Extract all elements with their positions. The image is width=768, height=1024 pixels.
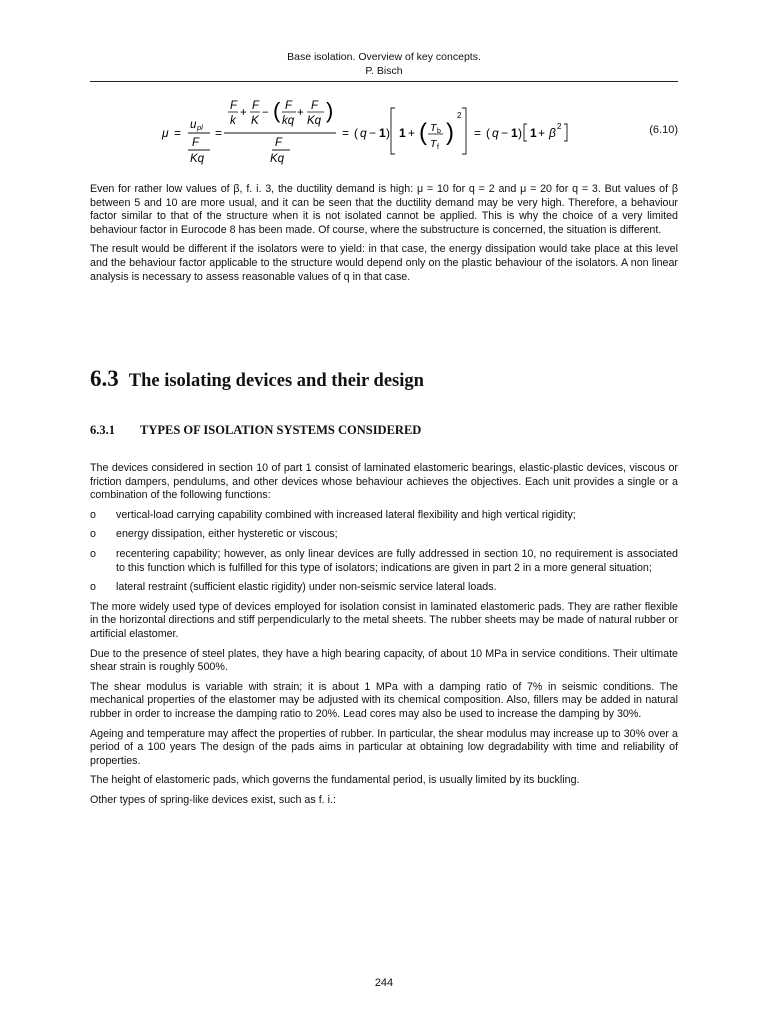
svg-text:F: F <box>311 100 319 112</box>
list-item: o lateral restraint (sufficient elastic rigidity) under non-seismic service lateral loads. <box>90 581 497 594</box>
svg-text:b: b <box>437 128 441 135</box>
svg-text:F: F <box>230 100 238 112</box>
eq-Kq1: Kq <box>190 153 205 165</box>
header-title: Base isolation. Overview of key concepts. <box>287 51 481 63</box>
svg-text:): ) <box>446 119 454 146</box>
subsection-title: TYPES OF ISOLATION SYSTEMS CONSIDERED <box>140 423 422 437</box>
paragraph-height: The height of elastomeric pads, which governs the fundamental period, is usually limited by its buckling. <box>90 774 580 787</box>
equation-number: (6.10) <box>649 124 678 136</box>
section-number: 6.3 <box>90 366 119 391</box>
svg-text:−: − <box>262 107 269 119</box>
paragraph-bearing-capacity: Due to the presence of steel plates, they have a high bearing capacity, of about 10 MPa in service conditions. Their ultimate shear strain is roughly 500%. <box>90 647 678 674</box>
eq-u-sub: pl <box>197 123 203 132</box>
svg-text:(: ( <box>273 98 281 123</box>
eq-Kq2: Kq <box>270 153 285 165</box>
header-rule <box>90 81 678 82</box>
body-text <box>90 462 678 813</box>
section-heading <box>90 366 678 392</box>
svg-text:F: F <box>252 100 260 112</box>
svg-text:(: ( <box>486 126 490 140</box>
paragraph-elastomeric-pads: The more widely used type of devices employed for isolation consist in laminated elastomeric pads. They are rather flexible in the horizontal directions and stiff perpendicularly to the metal sheets. The rubber sheets may be made of natural rubber or artificial elastomer. <box>90 600 678 640</box>
svg-text:q: q <box>492 126 499 140</box>
list-item: o recentering capability; however, as only linear devices are fully addressed in section 10, no requirement is associated to this function which is fulfilled for this type of isolators; indications are given in part 2 in a more general situation; <box>90 547 678 574</box>
eq-eq1: = <box>174 126 182 140</box>
svg-text:1: 1 <box>379 126 386 140</box>
svg-text:(: ( <box>419 119 427 146</box>
svg-text:(: ( <box>354 126 358 140</box>
svg-text:q: q <box>360 126 367 140</box>
list-item: o vertical-load carrying capability combined with increased lateral flexibility and high vertical rigidity; <box>90 508 576 521</box>
eq-F2: F <box>275 137 283 149</box>
svg-text:−: − <box>501 126 509 140</box>
paragraph-devices: The devices considered in section 10 of part 1 consist of laminated elastomeric bearings, elastic-plastic devices, viscous or friction dampers, pendulums, and other devices whose behaviour achieves the objectives. Each unit provides a single or a combination of the following functions: <box>90 462 678 502</box>
page-number: 244 <box>374 977 394 989</box>
eq-u: u <box>190 119 197 131</box>
svg-text:T: T <box>430 122 437 134</box>
paragraph-ductility: Even for rather low values of β, f. i. 3, the ductility demand is high: μ = 10 for q = 2 and μ = 20 for q = 3. But values of β between 5 and 10 are more usual, and it can be seen that the ductility demand may be very high. Therefore, a behaviour factor similar to that of the structure when it is not isolated cannot be applied. This is why the choice of a very limited behaviour factor in Eurocode 8 has been made. Of course, where the substructure is concerned, the situation is different. <box>90 183 678 236</box>
paragraph-other-devices: Other types of spring-like devices exist, such as f. i.: <box>90 793 336 806</box>
bullet-glyph: o <box>90 547 96 560</box>
svg-text:): ) <box>518 126 522 140</box>
svg-text:k: k <box>230 115 236 127</box>
svg-text:): ) <box>386 126 390 140</box>
svg-text:f: f <box>437 144 439 151</box>
svg-text:1: 1 <box>399 126 406 140</box>
header-author: P. Bisch <box>365 65 403 77</box>
subsection-heading <box>90 423 678 438</box>
bullet-glyph: o <box>90 528 96 541</box>
bullet-glyph: o <box>90 581 96 594</box>
running-header <box>0 50 768 78</box>
svg-text:1: 1 <box>511 126 518 140</box>
intro-text <box>90 183 678 290</box>
svg-text:+: + <box>240 107 247 119</box>
svg-text:kq: kq <box>282 115 295 127</box>
eq-F1: F <box>192 137 200 149</box>
subsection-number: 6.3.1 <box>90 423 115 437</box>
svg-text:β: β <box>549 126 556 140</box>
svg-text:=: = <box>474 126 482 140</box>
svg-text:−: − <box>369 126 377 140</box>
equation-6-10 <box>90 96 678 170</box>
svg-text:1: 1 <box>530 126 537 140</box>
paragraph-yield: The result would be different if the isolators were to yield: in that case, the energy dissipation would take place at this level and the behaviour factor applicable to the structure would depend only on the plastic behaviour of the isolators. A non linear analysis is necessary to assess reasonable values of q in that case. <box>90 243 678 283</box>
paragraph-shear-modulus: The shear modulus is variable with strain; it is about 1 MPa with a damping ratio of 7% in seismic conditions. The mechanical properties of the elastomer may be adjusted with its chemical composition. Also, fillers may be added in natural rubber in order to increase the damping ratio to 20%. Lead cores may also be used to increase the damping by 30%. <box>90 680 678 720</box>
svg-text:2: 2 <box>457 111 462 120</box>
eq-eq2: = <box>215 126 223 140</box>
bullet-glyph: o <box>90 508 96 521</box>
svg-text:F: F <box>285 100 293 112</box>
equation-graphic <box>90 96 678 170</box>
svg-text:T: T <box>430 138 437 150</box>
svg-text:2: 2 <box>557 122 562 131</box>
paragraph-ageing: Ageing and temperature may affect the properties of rubber. In particular, the shear modulus may increase up to 30% over a period of a 100 years The design of the pads aims in particular at obtaining low degradability with time and reliability of properties. <box>90 727 678 767</box>
list-item: o energy dissipation, either hysteretic or viscous; <box>90 528 338 541</box>
eq-mu: μ <box>162 126 169 140</box>
svg-text:+: + <box>408 126 416 140</box>
svg-text:=: = <box>342 126 350 140</box>
svg-text:): ) <box>326 98 334 123</box>
svg-text:Kq: Kq <box>307 115 322 127</box>
svg-text:+: + <box>297 107 304 119</box>
svg-text:+: + <box>538 126 546 140</box>
section-title: The isolating devices and their design <box>128 371 424 391</box>
svg-text:K: K <box>251 115 259 127</box>
function-list <box>90 509 678 595</box>
